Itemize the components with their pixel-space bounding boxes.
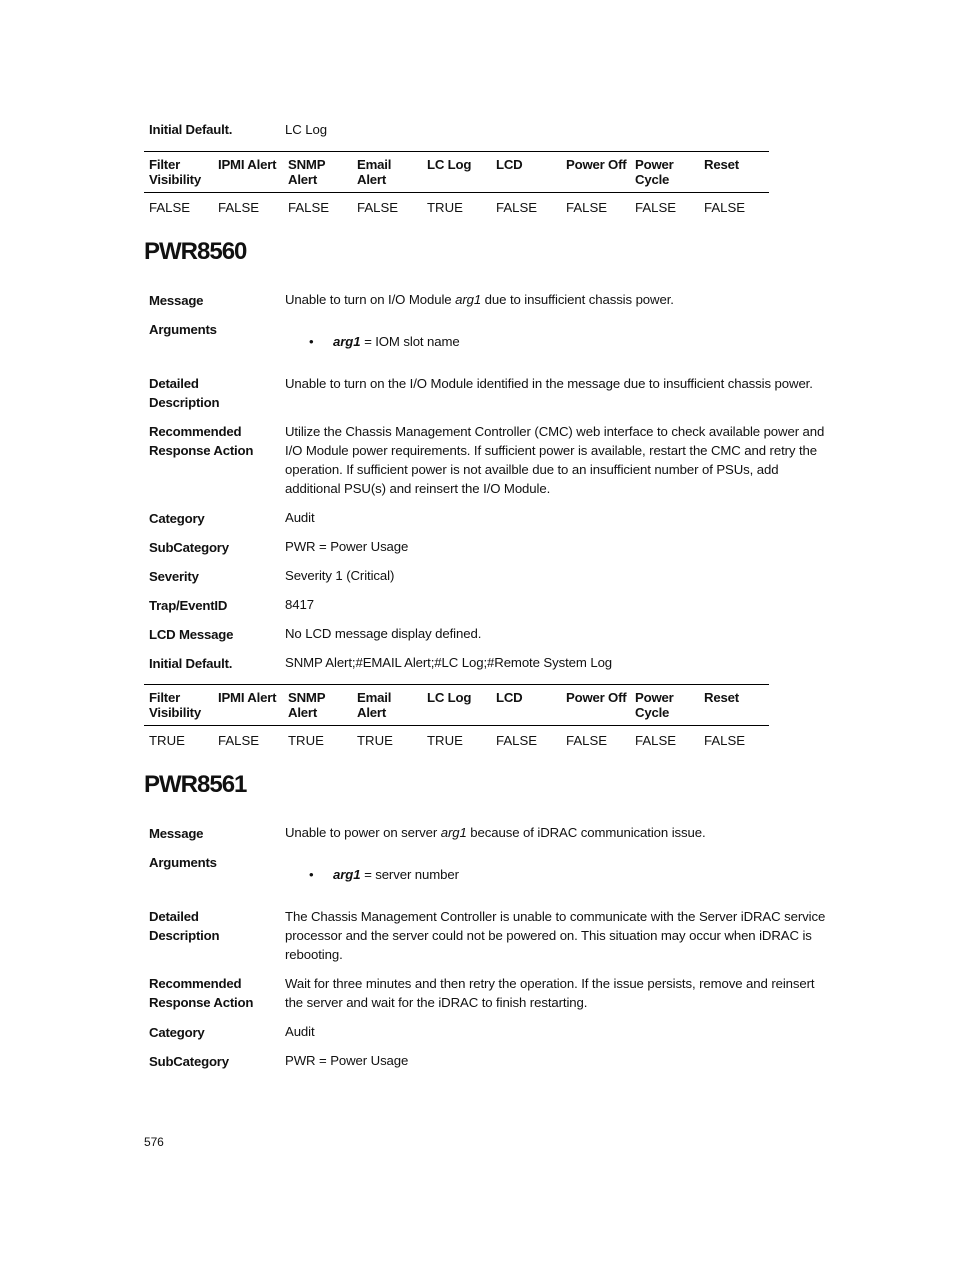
table-cell: FALSE (149, 200, 191, 215)
subcategory-value: PWR = Power Usage (285, 1053, 409, 1068)
table-cell: FALSE (566, 733, 608, 748)
subcategory-label: SubCategory (149, 1054, 229, 1069)
subcategory-value: PWR = Power Usage (285, 539, 409, 554)
detailed-description-value: The Chassis Management Controller is unable to communicate with the Server iDRAC service processor and the server could not be powered on. This situation may occur when iDRAC is rebooting. (285, 909, 826, 962)
message-value: Unable to power on server arg1 because of iDRAC communication issue. (285, 825, 706, 840)
lcd-message-label: LCD Message (149, 627, 234, 642)
header-snmp-alert: SNMP Alert (288, 690, 326, 720)
header-lcd: LCD (496, 690, 523, 705)
header-power-cycle: Power Cycle (635, 690, 674, 720)
subcategory-label: SubCategory (149, 540, 229, 555)
initial-default-value: SNMP Alert;#EMAIL Alert;#LC Log;#Remote System Log (285, 655, 613, 670)
header-lc-log: LC Log (427, 690, 472, 705)
initial-default-label: Initial Default. (149, 122, 233, 137)
table-cell: FALSE (496, 733, 538, 748)
detailed-description-label: Detailed Description (149, 909, 220, 943)
recommended-action-label: Recommended Response Action (149, 976, 254, 1010)
trap-eventid-value: 8417 (285, 597, 314, 612)
lcd-message-value: No LCD message display defined. (285, 626, 482, 641)
bullet-icon: • (309, 867, 314, 882)
table-cell: FALSE (635, 733, 677, 748)
header-ipmi-alert: IPMI Alert (218, 157, 277, 172)
arguments-label: Arguments (149, 855, 217, 870)
table-cell: FALSE (704, 200, 746, 215)
section-title-pwr8560: PWR8560 (144, 238, 247, 265)
header-lc-log: LC Log (427, 157, 472, 172)
category-label: Category (149, 1025, 205, 1040)
message-label: Message (149, 826, 204, 841)
table-cell: TRUE (427, 733, 463, 748)
header-lcd: LCD (496, 157, 523, 172)
message-value: Unable to turn on I/O Module arg1 due to insufficient chassis power. (285, 292, 674, 307)
recommended-action-label: Recommended Response Action (149, 424, 254, 458)
detailed-description-label: Detailed Description (149, 376, 220, 410)
initial-default-label: Initial Default. (149, 656, 233, 671)
message-label: Message (149, 293, 204, 308)
severity-label: Severity (149, 569, 199, 584)
argument-item: arg1 = server number (333, 867, 459, 882)
bullet-icon: • (309, 334, 314, 349)
trap-eventid-label: Trap/EventID (149, 598, 228, 613)
arguments-label: Arguments (149, 322, 217, 337)
header-filter-visibility: Filter Visibility (149, 157, 201, 187)
section-title-pwr8561: PWR8561 (144, 771, 247, 798)
alert-table-pwr8560 (144, 684, 769, 756)
severity-value: Severity 1 (Critical) (285, 568, 395, 583)
table-cell: TRUE (427, 200, 463, 215)
table-cell: TRUE (288, 733, 324, 748)
argument-item: arg1 = IOM slot name (333, 334, 460, 349)
table-cell: FALSE (218, 200, 260, 215)
table-cell: FALSE (566, 200, 608, 215)
table-cell: FALSE (288, 200, 330, 215)
header-email-alert: Email Alert (357, 690, 392, 720)
table-row (144, 193, 769, 223)
header-reset: Reset (704, 157, 739, 172)
category-label: Category (149, 511, 205, 526)
header-snmp-alert: SNMP Alert (288, 157, 326, 187)
table-row (144, 726, 769, 756)
table-cell: FALSE (357, 200, 399, 215)
table-cell: TRUE (149, 733, 185, 748)
header-power-cycle: Power Cycle (635, 157, 674, 187)
table-cell: TRUE (357, 733, 393, 748)
table-cell: FALSE (635, 200, 677, 215)
header-filter-visibility: Filter Visibility (149, 690, 201, 720)
header-email-alert: Email Alert (357, 157, 392, 187)
table-cell: FALSE (704, 733, 746, 748)
category-value: Audit (285, 1024, 315, 1039)
initial-default-value: LC Log (285, 122, 327, 137)
detailed-description-value: Unable to turn on the I/O Module identified in the message due to insufficient chassis power. (285, 376, 813, 391)
table-cell: FALSE (218, 733, 260, 748)
alert-table-top (144, 151, 769, 223)
recommended-action-value: Utilize the Chassis Management Controller (CMC) web interface to check available power and I/O Module power requirements. If sufficient power is available, restart the CMC and retry the operation. If sufficient power is not availble due to an insufficient number of PSUs, add additional PSU(s) and reinsert the I/O Module. (285, 424, 825, 496)
page-number: 576 (144, 1135, 164, 1149)
header-power-off: Power Off (566, 690, 627, 705)
category-value: Audit (285, 510, 315, 525)
header-reset: Reset (704, 690, 739, 705)
table-cell: FALSE (496, 200, 538, 215)
header-ipmi-alert: IPMI Alert (218, 690, 277, 705)
table-header (144, 151, 769, 193)
header-power-off: Power Off (566, 157, 627, 172)
recommended-action-value: Wait for three minutes and then retry the operation. If the issue persists, remove and reinsert the server and wait for the iDRAC to finish restarting. (285, 976, 815, 1010)
table-header (144, 684, 769, 726)
